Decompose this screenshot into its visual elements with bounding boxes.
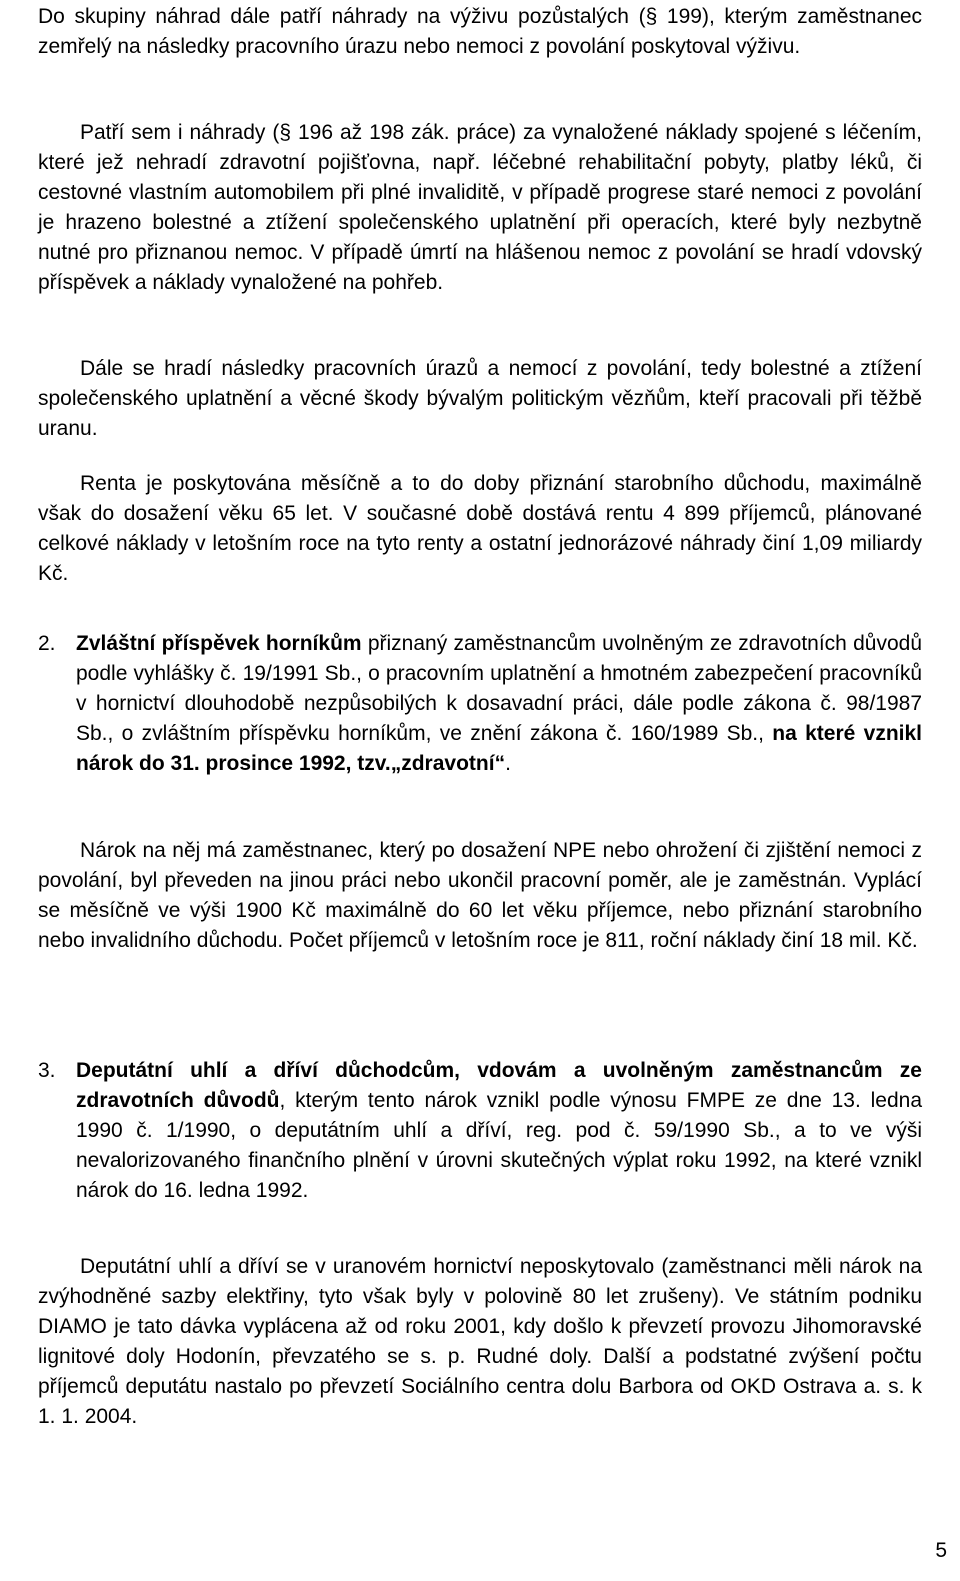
paragraph-political-prisoners: Dále se hradí následky pracovních úrazů a nemocí z povolání, tedy bolestné a ztížení společenského uplatnění a věcné škody bývalým politickým vězňům, kteří pracovali při těžbě uranu. <box>38 357 922 440</box>
paragraph-treatment-costs: Patří sem i náhrady (§ 196 až 198 zák. práce) za vynaložené náklady spojené s léčením, které jež nehradí zdravotní pojišťovna, např. léčebné rehabilitační pobyty, platby léků, či cestovné vlastním automobilem při plné invaliditě, v případě progrese staré nemoci z povolání je hrazeno bolestné a ztížení společenského uplatnění při operacích, které byly nezbytně nutné pro přiznanou nemoc. V případě úmrtí na hlášenou nemoc z povolání se hradí vdovský příspěvek a náklady vynaložené na pohřeb. <box>38 121 922 294</box>
paragraph-entitlement: Nárok na něj má zaměstnanec, který po dosažení NPE nebo ohrožení či zjištění nemoci z povolání, byl převeden na jinou práci nebo ukončil pracovní poměr, ale je zaměstnán. Vyplácí se měsíčně ve výši 1900 Kč maximálně do 60 let věku příjemce, nebo přiznání starobního nebo invalidního důchodu. Počet příjemců v letošním roce je 811, roční náklady činí 18 mil. Kč. <box>38 839 922 952</box>
list-item-bold-tail: na které vznikl nárok do 31. prosince 1992, tzv.„zdravotní“ <box>76 722 922 775</box>
list-item-number: 2. <box>38 632 56 655</box>
list-item-heading: Deputátní uhlí a dříví důchodcům, vdovám a uvolněným zaměstnancům ze zdravotních důvodů <box>76 1059 922 1112</box>
paragraph-uranium-mining: Deputátní uhlí a dříví se v uranovém hornictví neposkytovalo (zaměstnanci měli nárok na zvýhodněné sazby elektřiny, tyto však byly v polovině 80 let zrušeny). Ve státním podniku DIAMO je tato dávka vyplácena až od roku 2001, kdy došlo k převzetí provozu Jihomoravské lignitové doly Hodonín, převzatého se s. p. Rudné doly. Další a podstatné zvýšení počtu příjemců deputátu nastalo po převzetí Sociálního centra dolu Barbora od OKD Ostrava a. s. k 1. 1. 2004. <box>38 1255 922 1428</box>
list-item-end: . <box>505 752 511 775</box>
list-item-text: , kterým tento nárok vznikl podle výnosu FMPE ze dne 13. ledna 1990 č. 1/1990, o deputátním uhlí a dříví, reg. pod č. 59/1990 Sb., a to ve výši nevalorizovaného finančního plnění v úrovni skutečných výplat roku 1992, na které vznikl nárok do 16. ledna 1992. <box>76 1089 923 1202</box>
list-item-text: přiznaný zaměstnancům uvolněným ze zdravotních důvodů podle vyhlášky č. 19/1991 Sb., o pracovním uplatnění a hmotném zabezpečení pracovníků v hornictví dlouhodobě nezpůsobilých k dosavadní práci, dále podle zákona č. 98/1987 Sb., o zvláštním příspěvku horníkům, ve znění zákona č. 160/1989 Sb., <box>76 632 922 745</box>
paragraph-survivors-compensation: Do skupiny náhrad dále patří náhrady na výživu pozůstalých (§ 199), kterým zaměstnanec zemřelý na následky pracovního úrazu nebo nemoci z povolání poskytoval výživu. <box>38 5 922 58</box>
list-item-3-coal-allowance <box>38 1056 922 1206</box>
page-number: 5 <box>935 1539 947 1562</box>
list-item-2-miners-allowance <box>38 629 922 779</box>
list-item-number: 3. <box>38 1059 56 1082</box>
list-item-heading: Zvláštní příspěvek horníkům <box>76 632 362 655</box>
paragraph-annuity: Renta je poskytována měsíčně a to do doby přiznání starobního důchodu, maximálně však do dosažení věku 65 let. V současné době dostává rentu 4 899 příjemců, plánované celkové náklady v letošním roce na tyto renty a ostatní jednorázové náhrady činí 1,09 miliardy Kč. <box>38 472 922 585</box>
